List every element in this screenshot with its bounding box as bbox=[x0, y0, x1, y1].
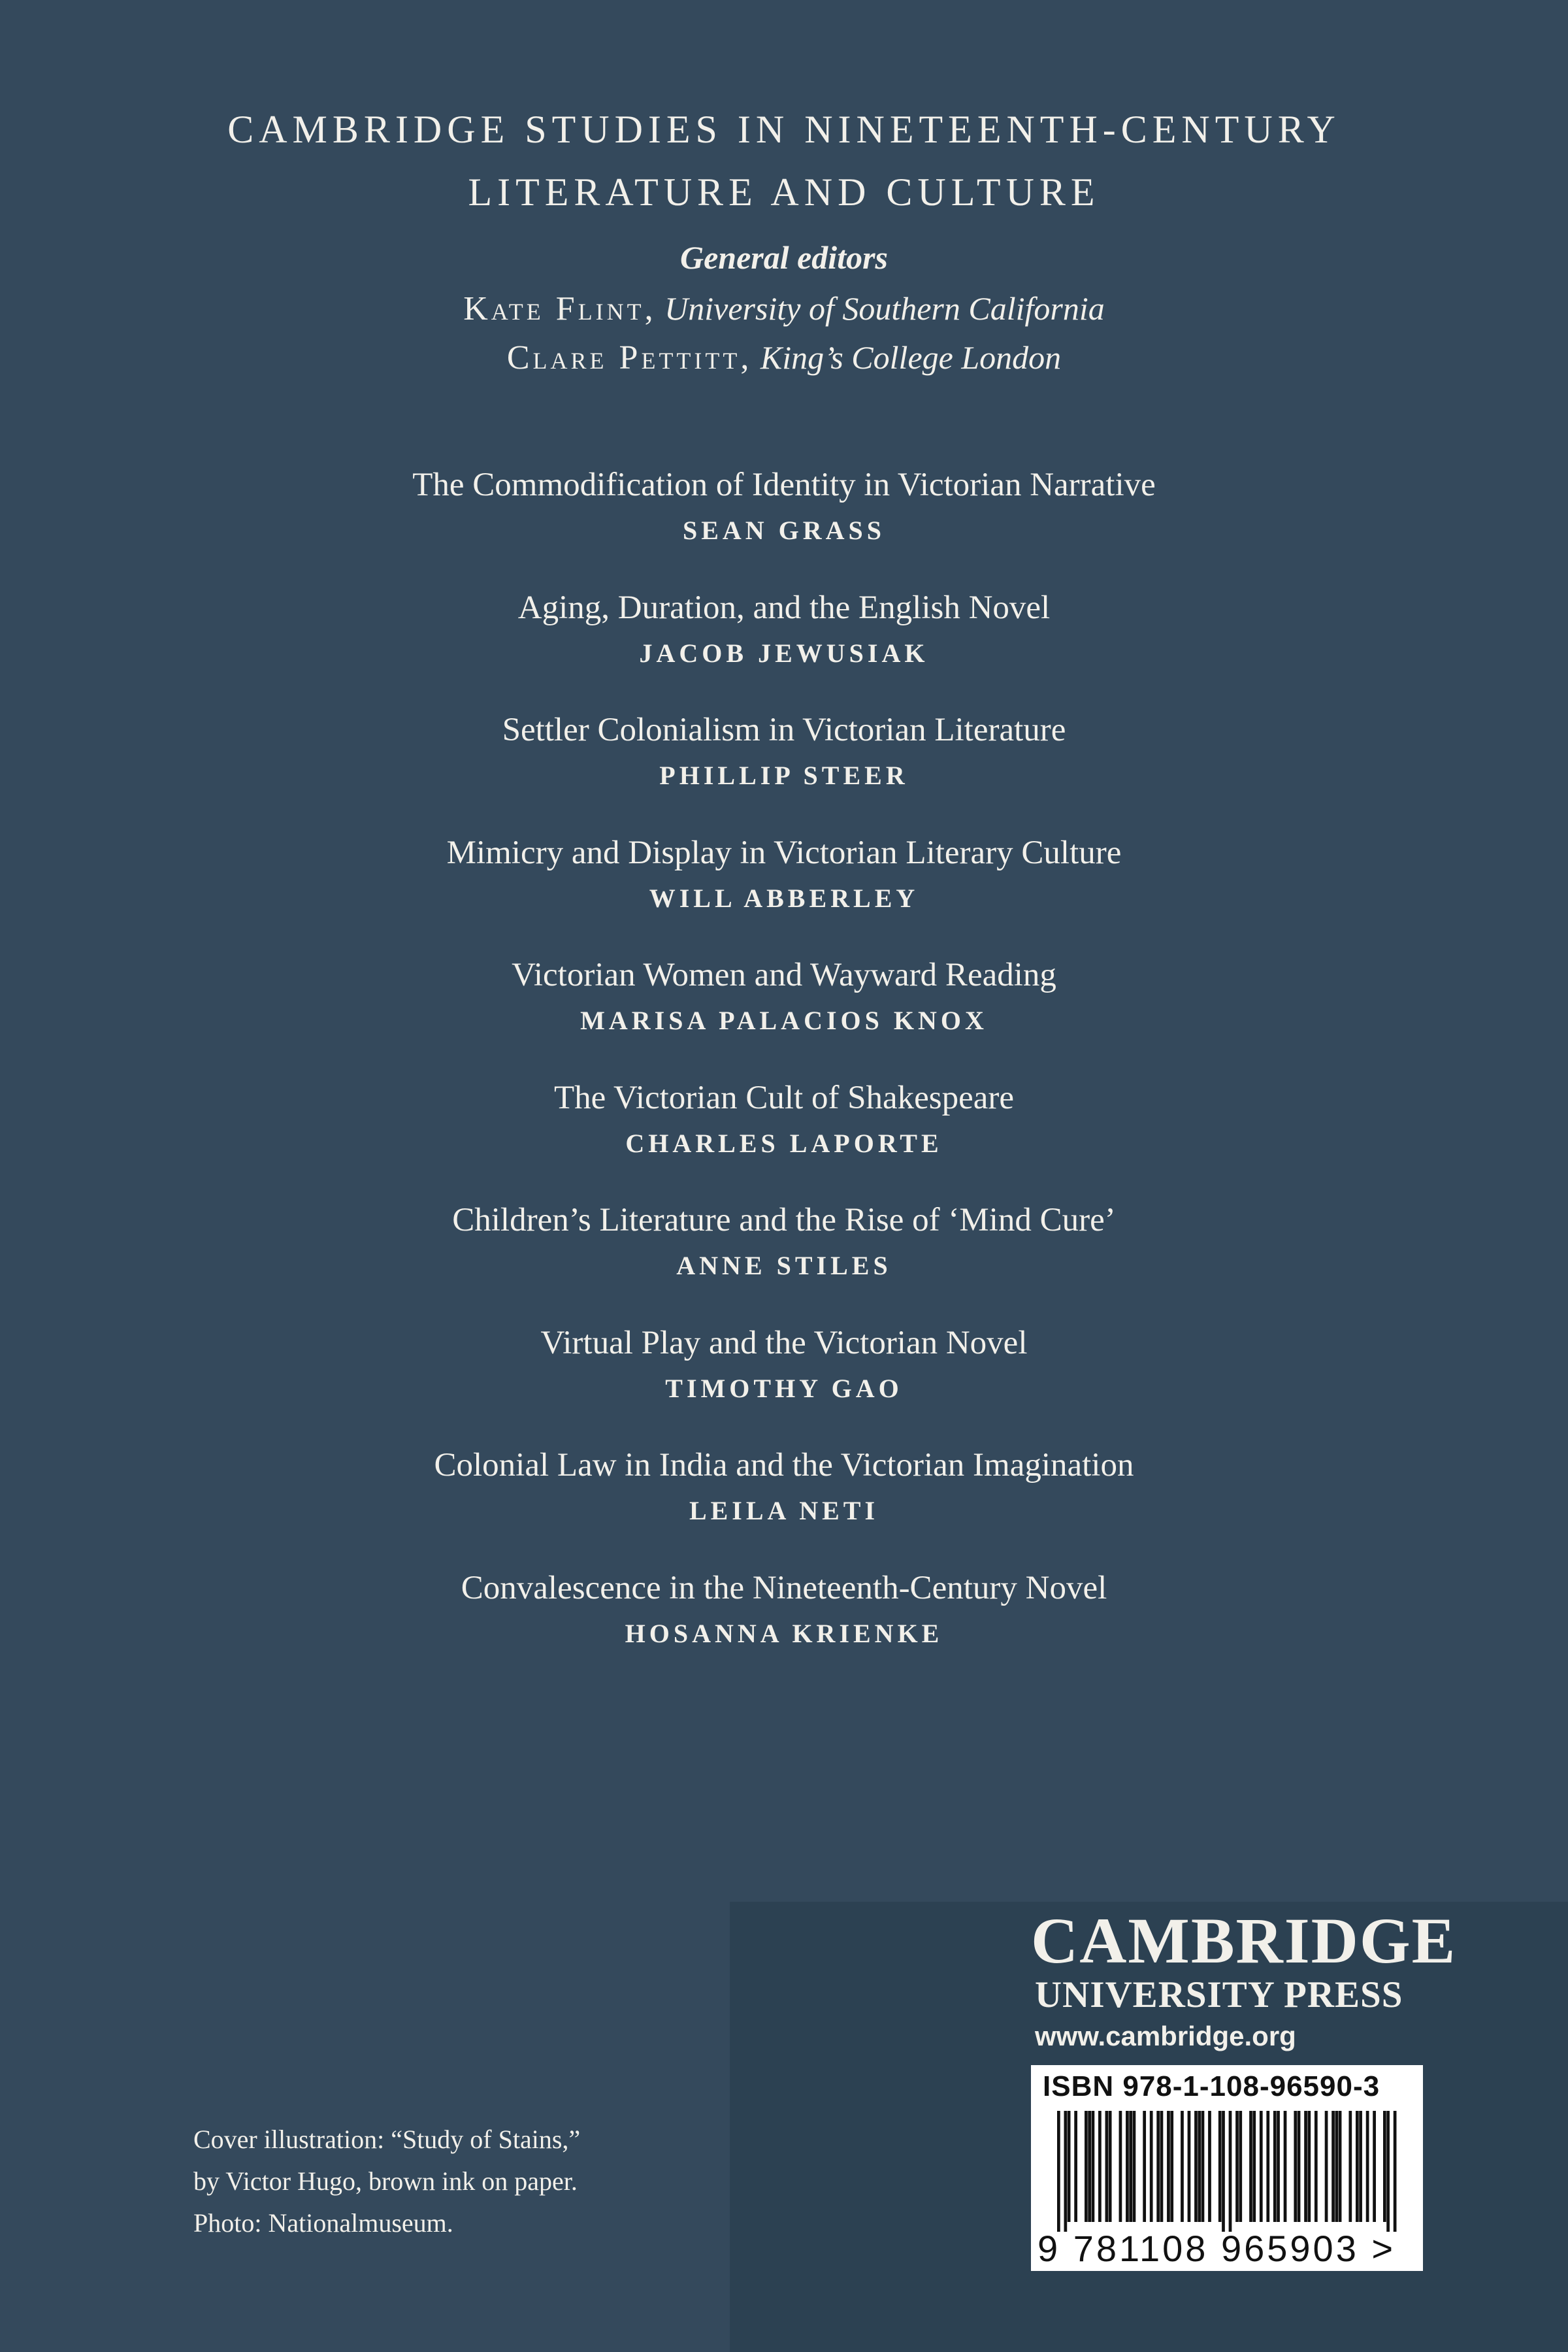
book-title: Virtual Play and the Victorian Novel bbox=[540, 1324, 1028, 1361]
book-title: The Victorian Cult of Shakespeare bbox=[553, 1079, 1015, 1116]
barcode-bar bbox=[1298, 2111, 1301, 2222]
book-author: HOSANNA KRIENKE bbox=[625, 1618, 943, 1648]
book-entry bbox=[0, 1193, 1568, 1316]
barcode-bar bbox=[1335, 2111, 1338, 2222]
editor-institution: University of Southern California bbox=[664, 290, 1105, 327]
book-author: ANNE STILES bbox=[676, 1251, 892, 1280]
editor-entry bbox=[0, 339, 1568, 377]
book-entry bbox=[0, 825, 1568, 948]
book-author: MARISA PALACIOS KNOX bbox=[580, 1006, 988, 1035]
barcode-bar bbox=[1229, 2111, 1232, 2232]
barcode-bar bbox=[1294, 2111, 1297, 2222]
isbn-label: ISBN 978-1-108-96590-3 bbox=[1043, 2070, 1380, 2102]
barcode-bar bbox=[1167, 2111, 1170, 2222]
book-title: Children’s Literature and the Rise of ‘Mind Cure’ bbox=[452, 1202, 1116, 1238]
barcode-bar bbox=[1339, 2111, 1342, 2222]
isbn-barcode bbox=[1031, 2065, 1423, 2271]
book-title: Victorian Women and Wayward Reading bbox=[512, 957, 1056, 993]
barcode-bar bbox=[1088, 2111, 1091, 2222]
book-entry bbox=[0, 1561, 1568, 1683]
barcode-bar bbox=[1156, 2111, 1160, 2222]
barcode-bar bbox=[1126, 2111, 1129, 2222]
barcode-bar bbox=[1356, 2111, 1359, 2222]
barcode-bar bbox=[1074, 2111, 1077, 2222]
publisher-logo-name: CAMBRIDGE bbox=[1031, 1904, 1457, 1977]
barcode-bar bbox=[1064, 2111, 1068, 2232]
series-title-line-1: CAMBRIDGE STUDIES IN NINETEENTH-CENTURY bbox=[227, 108, 1341, 151]
editor-institution: King’s College London bbox=[760, 339, 1062, 376]
book-entry bbox=[0, 1438, 1568, 1561]
barcode-bar bbox=[1218, 2111, 1222, 2222]
book-author: SEAN GRASS bbox=[682, 516, 886, 545]
barcode-bars bbox=[1057, 2111, 1397, 2232]
book-author: TIMOTHY GAO bbox=[665, 1373, 903, 1403]
credit-line: by Victor Hugo, brown ink on paper. bbox=[193, 2166, 578, 2196]
barcode-bar bbox=[1208, 2111, 1211, 2222]
barcode-digits: 9 781108 965903 > bbox=[1037, 2228, 1396, 2269]
book-entry bbox=[0, 948, 1568, 1070]
book-author: WILL ABBERLEY bbox=[649, 883, 919, 913]
barcode-bar bbox=[1119, 2111, 1122, 2222]
book-title: The Commodification of Identity in Victorian Narrative bbox=[412, 467, 1156, 503]
barcode-bar bbox=[1252, 2111, 1256, 2222]
book-author: JACOB JEWUSIAK bbox=[639, 638, 929, 668]
book-author: LEILA NETI bbox=[689, 1496, 879, 1525]
cover-illustration-credit bbox=[193, 2119, 716, 2244]
series-title-line-2: LITERATURE AND CULTURE bbox=[468, 171, 1100, 214]
barcode-bar bbox=[1198, 2111, 1201, 2222]
series-title bbox=[0, 98, 1568, 224]
book-entry bbox=[0, 1316, 1568, 1438]
barcode-bar bbox=[1348, 2111, 1352, 2222]
barcode-bar bbox=[1277, 2111, 1280, 2222]
book-entry bbox=[0, 457, 1568, 580]
barcode-bar bbox=[1266, 2111, 1269, 2222]
book-title: Aging, Duration, and the English Novel bbox=[517, 589, 1051, 626]
editor-name: Clare Pettitt, bbox=[506, 339, 753, 376]
book-author: PHILLIP STEER bbox=[659, 761, 909, 790]
barcode-bar bbox=[1133, 2111, 1136, 2222]
book-title: Convalescence in the Nineteenth-Century Novel bbox=[461, 1569, 1107, 1606]
barcode-bar bbox=[1315, 2111, 1318, 2222]
book-title: Colonial Law in India and the Victorian Imagination bbox=[434, 1447, 1134, 1483]
barcode-bar bbox=[1331, 2111, 1335, 2222]
barcode-bar bbox=[1150, 2111, 1153, 2222]
barcode-bar bbox=[1181, 2111, 1184, 2222]
barcode-bar bbox=[1260, 2111, 1263, 2222]
barcode-bar bbox=[1304, 2111, 1307, 2222]
barcode-bar bbox=[1098, 2111, 1102, 2222]
book-title: Settler Colonialism in Victorian Literature bbox=[502, 712, 1066, 748]
general-editors-heading: General editors bbox=[679, 239, 889, 276]
barcode-bar bbox=[1239, 2111, 1242, 2222]
publisher-url: www.cambridge.org bbox=[1035, 2021, 1296, 2051]
barcode-bar bbox=[1143, 2111, 1146, 2222]
barcode-bar bbox=[1366, 2111, 1369, 2222]
barcode-bar bbox=[1386, 2111, 1390, 2232]
barcode-bar bbox=[1222, 2111, 1225, 2232]
book-entry bbox=[0, 1070, 1568, 1193]
barcode-bar bbox=[1325, 2111, 1328, 2222]
book-entry bbox=[0, 703, 1568, 825]
barcode-bar bbox=[1273, 2111, 1277, 2222]
barcode-bar bbox=[1307, 2111, 1311, 2222]
editor-name: Kate Flint, bbox=[463, 290, 657, 327]
barcode-bar bbox=[1194, 2111, 1198, 2222]
barcode-bar bbox=[1235, 2111, 1239, 2222]
barcode-bar bbox=[1085, 2111, 1088, 2222]
barcode-bar bbox=[1188, 2111, 1191, 2222]
barcode-bar bbox=[1249, 2111, 1252, 2222]
barcode-bar bbox=[1201, 2111, 1205, 2222]
barcode-bar bbox=[1359, 2111, 1362, 2222]
book-title: Mimicry and Display in Victorian Literary Culture bbox=[446, 834, 1122, 871]
credit-line: Photo: Nationalmuseum. bbox=[193, 2208, 453, 2238]
barcode-bar bbox=[1105, 2111, 1109, 2222]
book-author: CHARLES LAPORTE bbox=[625, 1128, 943, 1158]
editor-entry bbox=[0, 290, 1568, 328]
credit-line: Cover illustration: “Study of Stains,” bbox=[193, 2125, 581, 2154]
barcode-bar bbox=[1057, 2111, 1060, 2232]
publisher-logo-subtitle: UNIVERSITY PRESS bbox=[1035, 1974, 1403, 2015]
book-entry bbox=[0, 580, 1568, 703]
series-book-list bbox=[0, 457, 1568, 1683]
barcode-bar bbox=[1170, 2111, 1173, 2222]
barcode-bar bbox=[1129, 2111, 1132, 2222]
barcode-bar bbox=[1373, 2111, 1376, 2222]
barcode-bar bbox=[1092, 2111, 1095, 2222]
barcode-bar bbox=[1160, 2111, 1164, 2222]
barcode-bar bbox=[1383, 2111, 1386, 2222]
barcode-bar bbox=[1068, 2111, 1071, 2222]
barcode-bar bbox=[1109, 2111, 1112, 2222]
barcode-bar bbox=[1394, 2111, 1397, 2232]
barcode-bar bbox=[1284, 2111, 1287, 2222]
